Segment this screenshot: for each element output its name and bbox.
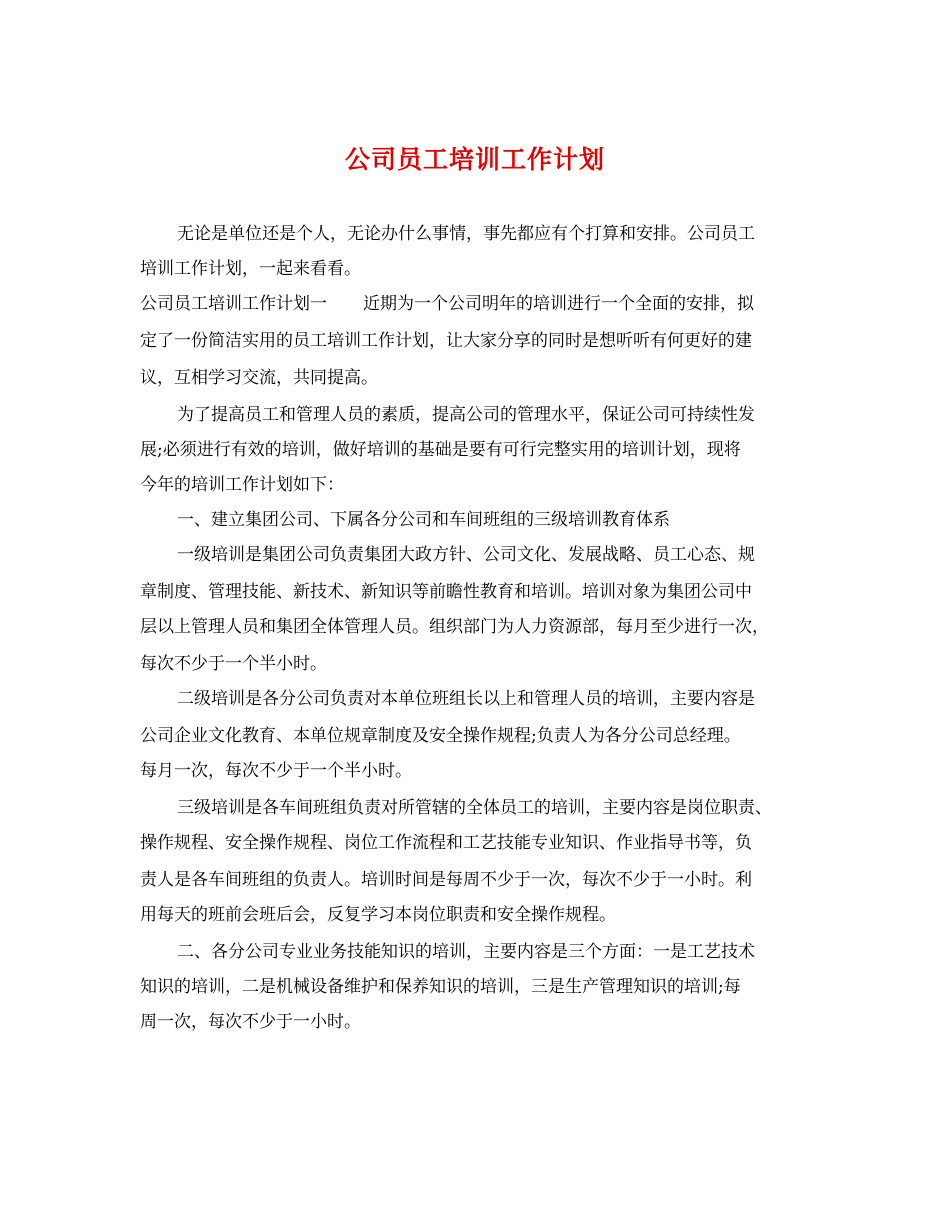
paragraph-line: 操作规程、安全操作规程、岗位工作流程和工艺技能专业知识、作业指导书等，负 — [140, 833, 752, 853]
paragraph-line: 培训工作计划，一起来看看。 — [140, 259, 361, 279]
paragraph-line: 议，互相学习交流，共同提高。 — [140, 368, 378, 388]
paragraph-line: 知识的培训，二是机械设备维护和保养知识的培训，三是生产管理知识的培训;每 — [140, 977, 741, 997]
paragraph-line: 用每天的班前会班后会，反复学习本岗位职责和安全操作规程。 — [140, 905, 616, 925]
paragraph-line — [140, 292, 754, 316]
paragraph-line: 二级培训是各分公司负责对本单位班组长以上和管理人员的培训，主要内容是 — [177, 689, 755, 709]
paragraph-line: 定了一份简洁实用的员工培训工作计划，让大家分享的同时是想听听有何更好的建 — [140, 331, 752, 351]
document-title: 公司员工培训工作计划 — [344, 145, 605, 174]
paragraph-line: 一级培训是集团公司负责集团大政方针、公司文化、发展战略、员工心态、规 — [177, 545, 755, 565]
paragraph-line: 展;必须进行有效的培训，做好培训的基础是要有可行完整实用的培训计划，现将 — [140, 440, 741, 460]
paragraph-text: 近期为一个公司明年的培训进行一个全面的安排，拟 — [363, 294, 754, 314]
paragraph-line: 无论是单位还是个人，无论办什么事情，事先都应有个打算和安排。公司员工 — [177, 224, 755, 244]
paragraph-line: 章制度、管理技能、新技术、新知识等前瞻性教育和培训。培训对象为集团公司中 — [140, 582, 752, 602]
paragraph-line: 二、各分公司专业业务技能知识的培训，主要内容是三个方面：一是工艺技术 — [177, 942, 755, 962]
section-heading: 公司员工培训工作计划一 — [140, 294, 327, 314]
paragraph-line: 三级培训是各车间班组负责对所管辖的全体员工的培训，主要内容是岗位职责、 — [177, 798, 772, 818]
paragraph-line: 今年的培训工作计划如下： — [140, 475, 344, 495]
paragraph-line: 每次不少于一个半小时。 — [140, 654, 327, 674]
paragraph-line: 周一次，每次不少于一小时。 — [140, 1012, 361, 1032]
paragraph-line: 为了提高员工和管理人员的素质，提高公司的管理水平，保证公司可持续性发 — [177, 405, 755, 425]
paragraph-line: 一、建立集团公司、下属各分公司和车间班组的三级培训教育体系 — [177, 510, 670, 530]
paragraph-line: 责人是各车间班组的负责人。培训时间是每周不少于一次，每次不少于一小时。利 — [140, 870, 752, 890]
paragraph-line: 公司企业文化教育、本单位规章制度及安全操作规程;负责人为各分公司总经理。 — [140, 726, 741, 746]
paragraph-line: 层以上管理人员和集团全体管理人员。组织部门为人力资源部，每月至少进行一次， — [140, 617, 769, 637]
paragraph-line: 每月一次，每次不少于一个半小时。 — [140, 761, 412, 781]
